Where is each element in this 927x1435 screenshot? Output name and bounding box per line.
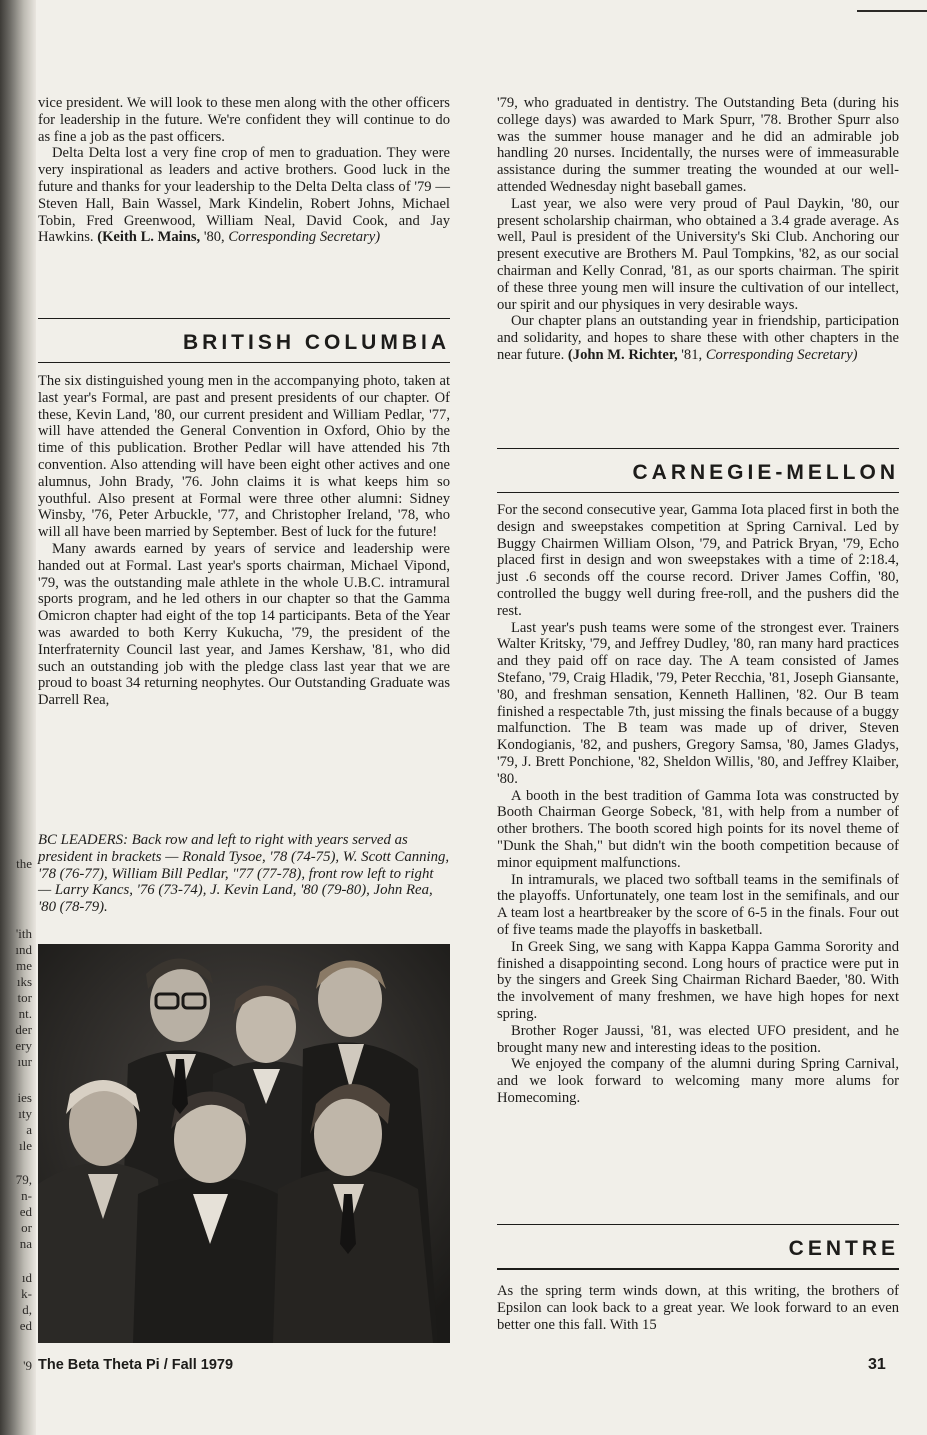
paragraph: Many awards earned by years of service and leadership were handed out at Formal. Last year's sports chairman, Michael Vipond, '79, was the outstanding male athlete in the whole U.B.C. intramural sports program, and he led others in our chapter so that the Gamma Omicron chapter had eight of the top 14 participants. Beta of the Year was awarded to both Kerry Kukucha, '79, the president of the Interfraternity Council last year, and James Kershaw, '81, who did such an outstanding job with the pledge class last year that we are proud to boast 34 returning neophytes. Our Outstanding Graduate was Darrell Rea, — [38, 540, 450, 709]
page-number: 31 — [868, 1356, 886, 1373]
top-rule — [857, 10, 927, 12]
bleed-text: 'ith — [15, 926, 32, 941]
bleed-text: ery — [15, 1038, 32, 1053]
bleed-text: ies — [17, 1090, 32, 1105]
bleed-text: d, — [22, 1302, 32, 1317]
group-photo — [38, 944, 450, 1343]
signature-title: Corresponding Secretary) — [228, 229, 381, 246]
paragraph: A booth in the best tradition of Gamma Iota was constructed by Booth Chairman George Sobeck, '81, with help from a number of other brothers. The booth scored high points for its novel theme of "Dunk the Shah," but didn't win the booth competition because of minor equipment malfunctions. — [497, 787, 899, 871]
section-rule — [497, 1268, 899, 1270]
section-heading-british-columbia: BRITISH COLUMBIA — [38, 318, 450, 363]
paragraph: For the second consecutive year, Gamma Iota placed first in both the design and sweepstakes competition at Spring Carnival. Led by Buggy Chairmen William Olson, '79, and Patrick Bryan, '79, Echo placed first in design and won sweepstakes with a time of 2:18.4, just .6 seconds off the course record. Driver James Coffin, '80, controlled the buggy well during free-roll, and the pushers did the rest. — [497, 502, 899, 619]
bleed-text: na — [19, 1236, 32, 1251]
paragraph: In Greek Sing, we sang with Kappa Kappa Gamma Sorority and finished a disappointing second. Long hours of practice were put in by the singers and Greek Sing Chairman Richard Baeder, '80. With the involvement of many freshmen, we have high hopes for next spring. — [497, 938, 899, 1022]
paragraph-text: Our chapter plans an outstanding year in friendship, participation and solidarity, and hopes to share these with other chapters in the near future. — [497, 313, 899, 363]
paragraph — [38, 145, 450, 246]
bleed-text: ıd — [21, 1270, 32, 1285]
bleed-text: the — [16, 856, 32, 871]
bleed-text: ınd — [15, 942, 32, 957]
signature-year: '80, — [200, 229, 229, 246]
paragraph: vice president. We will look to these men along with the other officers for leadership in the future. We're confident they will continue to do as fine a job as the past officers. — [38, 95, 450, 145]
signature-title: Corresponding Secretary) — [705, 346, 858, 363]
bleed-text: tor — [17, 990, 32, 1005]
bleed-text: ıur — [17, 1054, 32, 1069]
paragraph-text: Delta Delta lost a very fine crop of men to graduation. They were very inspirational as leaders and active brothers. Good luck in the future and thanks for your leadership to the Delta Delta class of '79 — Steven Hall, Bain Wassel, Mark Kindelin, Robert Johns, Michael Tobin, Fred Greenwood, William Neal, David Cook, and Jay Hawkins. — [38, 145, 450, 246]
paragraph: The six distinguished young men in the accompanying photo, taken at last year's Formal, are past and present presidents of our chapter. Of these, Kevin Land, '80, our current president and William Pedlar, '77, will have attended the General Convention in Oxford, Ohio by the time of this publication. Brother Pedlar will have attended his 7th convention. Also attending will have been eight other actives and one alumnus, John Brady, '76. John claims it is what keeps him so youthful. Also present at Formal were three other alumni: Sidney Winsby, '76, Peter Arbuckle, '77, and Christopher Ireland, '78, who will all have been married by September. Best of luck for the future! — [38, 373, 450, 541]
section-heading-centre: CENTRE — [497, 1224, 899, 1261]
right-centre-text — [497, 1283, 899, 1333]
bleed-text: me — [16, 958, 32, 973]
bleed-text: n- — [21, 1188, 32, 1203]
right-carnegie-mellon-text — [497, 502, 899, 1107]
paragraph: We enjoyed the company of the alumni during Spring Carnival, and we look forward to welcoming many more alums for Homecoming. — [497, 1056, 899, 1106]
bleed-text: 79, — [15, 1172, 32, 1187]
bleed-text: a — [26, 1122, 32, 1137]
bleed-text: or — [21, 1220, 32, 1235]
bleed-text: der — [15, 1022, 32, 1037]
paragraph: '79, who graduated in dentistry. The Outstanding Beta (during his college days) was awarded to Mark Spurr, '78. Brother Spurr also was the summer house manager and he did an admirable job handling 20 nurses. Incidentally, the nurses were of immeasurable assistance during the summer treating the wounded at our well-attended Wednesday night baseball games. — [497, 95, 899, 195]
photo-caption: BC LEADERS: Back row and left to right with years served as president in brackets — Ronald Tysoe, '78 (74-75), W. Scott Canning, '78 (76-77), William Bill Pedlar, "77 (77-78), front row left to right — Larry Kancs, '76 (73-74), J. Kevin Land, '80 (79-80), John Rea, '80 (78-79). — [38, 832, 450, 916]
paragraph: Last year's push teams were some of the strongest ever. Trainers Walter Kritsky, '79, and Jeffrey Dudley, '80, ran many hard practices and they paid off on race day. The A team consisted of James Stefano, '79, Craig Hladik, '79, Peter Recchia, '81, Joseph Giansante, '80, and freshman sensation, Kenneth Hallinen, '82. Our B team finished a respectable 7th, just missing the finals because of a buggy malfunction. The B team was made up of driver, Steven Kondogianis, '82, and pushers, Gregory Samsa, '80, James Gladys, '79, J. Brett Ponchione, '82, Sheldon Willis, '80, and Jeffrey Klaiber, '80. — [497, 619, 899, 787]
bleed-text: ıty — [18, 1106, 32, 1121]
bleed-text: ıks — [16, 974, 32, 989]
bleed-text: ıle — [19, 1138, 32, 1153]
paragraph: In intramurals, we placed two softball teams in the semifinals of the playoffs. Unfortunately, one team lost in the semifinals, and our A team lost a heartbreaker by the score of 6-5 in the finals. Four out of five teams made the playoffs in basketball. — [497, 871, 899, 938]
section-heading-carnegie-mellon: CARNEGIE-MELLON — [497, 448, 899, 493]
group-photo-image — [38, 944, 450, 1343]
signature-name: (John M. Richter, — [567, 346, 678, 363]
left-intro-text — [38, 95, 450, 246]
paragraph — [497, 313, 899, 363]
bleed-text: '9 — [23, 1358, 32, 1373]
bleed-text: ed — [19, 1204, 32, 1219]
bleed-text: nt. — [18, 1006, 32, 1021]
bleed-text: k- — [21, 1286, 32, 1301]
left-bc-text — [38, 373, 450, 709]
signature-year: '81, — [677, 346, 706, 363]
paragraph: Last year, we also were very proud of Paul Daykin, '80, our present scholarship chairman, who obtained a 3.4 grade average. As well, Paul is president of the University's Ski Club. Anchoring our present executive are Brothers M. Paul Tompkins, '82, as our social chairman and Kelly Conrad, '81, as our sports chairman. The spirit of these three young men will insure the cultivation of our intellect, our spirit and our physiques in very desirable ways. — [497, 195, 899, 313]
bleed-text: ed — [19, 1318, 32, 1333]
right-bc-continued-text — [497, 95, 899, 364]
paragraph: As the spring term winds down, at this writing, the brothers of Epsilon can look back to a great year. We look forward to an even better one this fall. With 15 — [497, 1283, 899, 1333]
signature-name: (Keith L. Mains, — [97, 229, 201, 246]
footer-publication-title: The Beta Theta Pi / Fall 1979 — [38, 1357, 234, 1373]
paragraph: Brother Roger Jaussi, '81, was elected UFO president, and he brought many new and interesting ideas to the position. — [497, 1022, 899, 1056]
